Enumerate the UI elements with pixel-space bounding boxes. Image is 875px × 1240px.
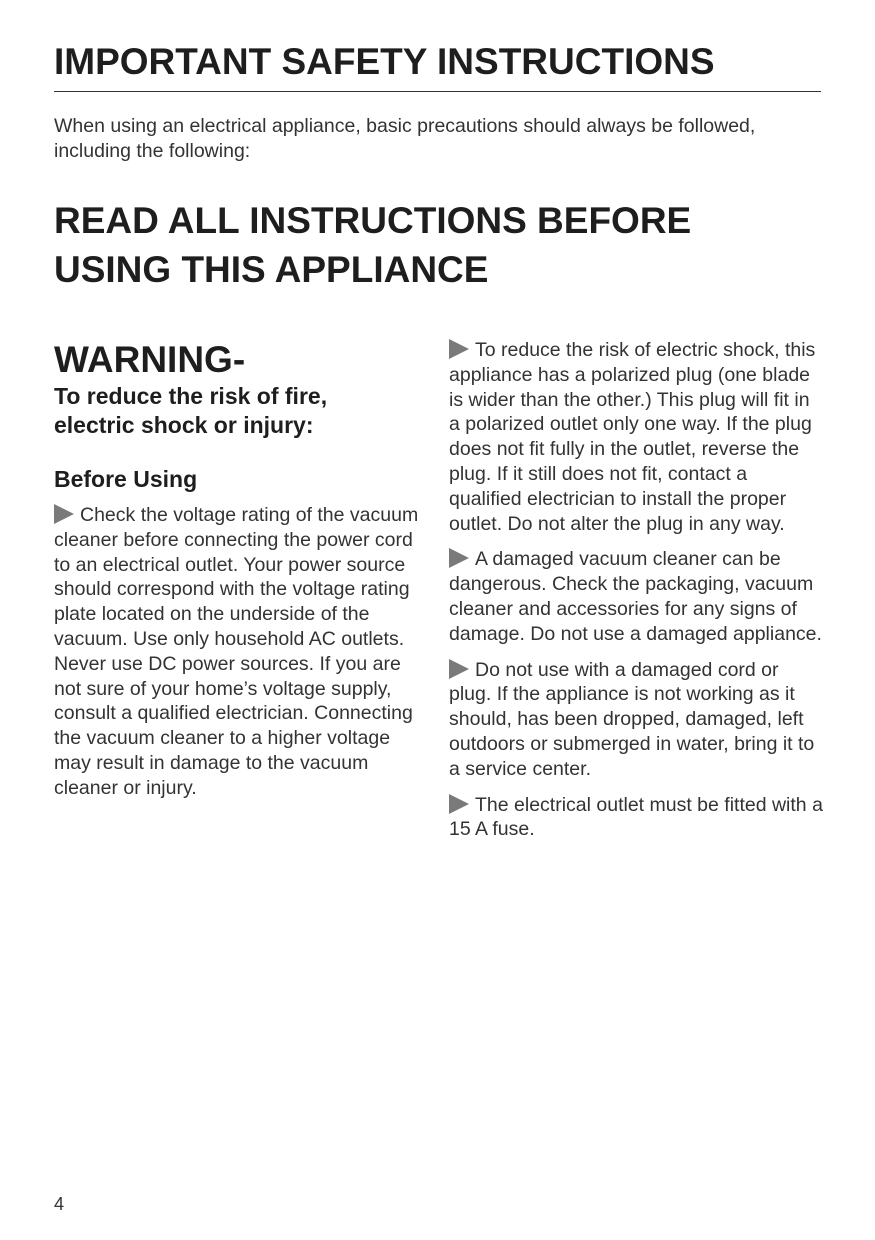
triangle-bullet-icon xyxy=(449,548,469,568)
triangle-bullet-icon xyxy=(449,659,469,679)
left-column xyxy=(54,338,419,812)
instruction-text: Do not use with a damaged cord or plug. If the appliance is not working as it should, has been dropped, damaged, left outdoors or submerged in water, bring it to a service center. xyxy=(449,658,815,780)
instruction-item xyxy=(449,338,825,536)
right-column xyxy=(449,338,825,853)
instruction-item xyxy=(449,793,825,843)
page-number: 4 xyxy=(54,1194,65,1214)
instruction-text: To reduce the risk of electric shock, this appliance has a polarized plug (one blade is wider than the other.) This plug will fit in a polarized outlet only one way. If the plug does not fit fully in the outlet, reverse the plug. If it still does not fit, contact a qualified electrician to install the proper outlet. Do not alter the plug in any way. xyxy=(449,339,816,535)
triangle-bullet-icon xyxy=(449,794,469,814)
instruction-text: A damaged vacuum cleaner can be dangerous. Check the packaging, vacuum cleaner and accessories for any signs of damage. Do not use a damaged appliance. xyxy=(449,548,822,645)
read-all-heading xyxy=(54,196,821,294)
instruction-text: The electrical outlet must be fitted with a 15 A fuse. xyxy=(449,793,823,841)
instruction-item xyxy=(54,503,419,801)
before-using-heading: Before Using xyxy=(54,466,198,492)
warning-subtitle-line1: To reduce the risk of fire, xyxy=(54,383,328,409)
title-divider xyxy=(54,91,821,92)
instruction-item xyxy=(449,658,825,782)
read-all-heading-line1: READ ALL INSTRUCTIONS BEFORE xyxy=(54,200,692,241)
warning-subtitle-line2: electric shock or injury: xyxy=(54,412,314,438)
instruction-item xyxy=(449,547,825,646)
read-all-heading-line2: USING THIS APPLIANCE xyxy=(54,249,489,290)
instruction-text: Check the voltage rating of the vacuum cleaner before connecting the power cord to an electrical outlet. Your power source should correspond with the voltage rating plate located on the underside of the vacuum. Use only household AC outlets. Never use DC power sources. If you are not sure of your home’s voltage supply, consult a qualified electrician. Connecting the vacuum cleaner to a higher voltage may result in damage to the vacuum cleaner or injury. xyxy=(54,504,419,799)
warning-title: WARNING- xyxy=(54,339,246,380)
intro-text: When using an electrical appliance, basic precautions should always be followed, including the following: xyxy=(54,115,756,162)
warning-subtitle xyxy=(54,382,419,440)
triangle-bullet-icon xyxy=(54,504,74,524)
page-title: IMPORTANT SAFETY INSTRUCTIONS xyxy=(54,41,715,82)
triangle-bullet-icon xyxy=(449,339,469,359)
